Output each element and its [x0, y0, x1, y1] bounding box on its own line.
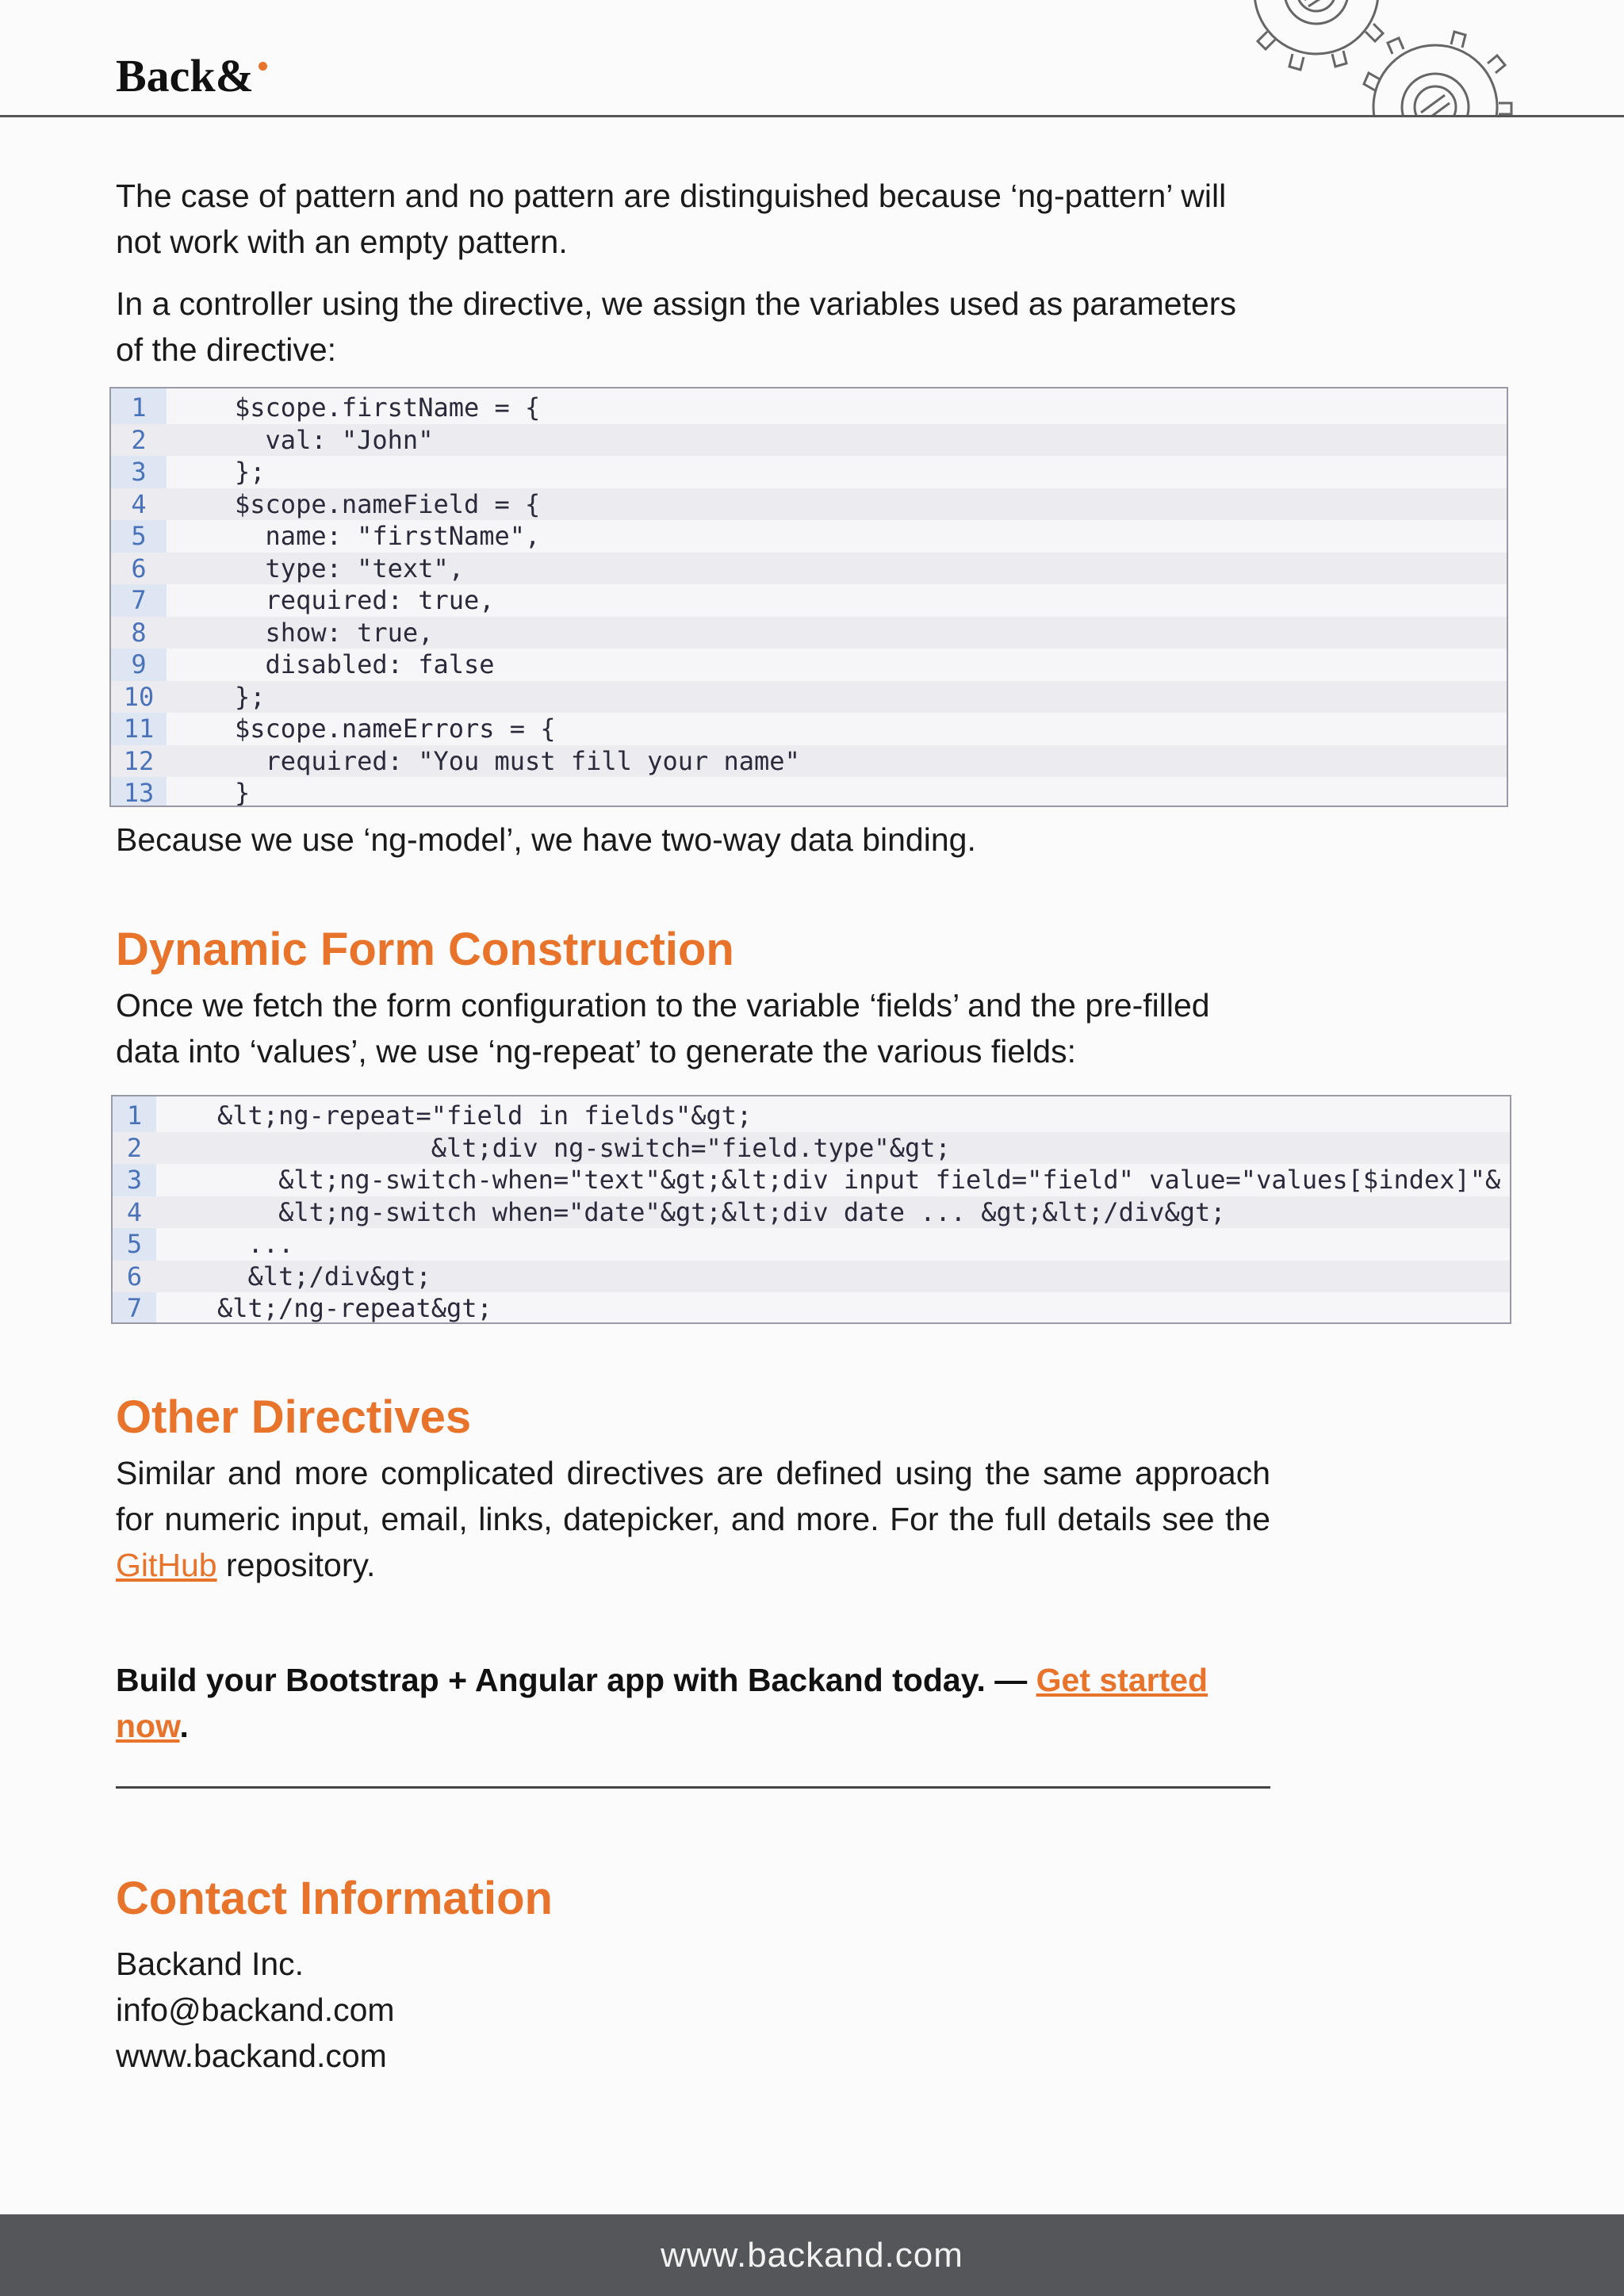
section-heading: Contact Information	[116, 1873, 553, 1924]
other-directives-section	[116, 1390, 1270, 1588]
line-number: 2	[126, 1132, 143, 1163]
code-text: required: true,	[235, 585, 495, 615]
code-text: &lt;ng-switch when="date"&gt;&lt;div date ... &gt;&lt;/div&gt;	[217, 1196, 1226, 1227]
code-text: $scope.firstName = {	[235, 392, 541, 423]
code-text: &lt;div ng-switch="field.type"&gt;	[217, 1132, 951, 1163]
line-number: 12	[123, 745, 155, 776]
code-line	[113, 1132, 1510, 1165]
line-number: 9	[131, 649, 147, 679]
section-heading: Other Directives	[116, 1391, 472, 1443]
header-divider	[0, 115, 1624, 117]
gears-icon	[1221, 0, 1522, 117]
code-text: disabled: false	[235, 649, 495, 679]
logo-accent-dot	[259, 62, 267, 71]
code-line	[113, 1164, 1510, 1196]
code-block-ng-repeat	[111, 1095, 1511, 1324]
code-text: &lt;/ng-repeat&gt;	[217, 1293, 492, 1323]
code-line	[113, 1228, 1510, 1261]
code-text: name: "firstName",	[235, 521, 541, 551]
cta-text: Build your Bootstrap + Angular app with Backand today. —	[116, 1662, 1036, 1698]
line-number: 11	[123, 714, 155, 744]
paragraph: Similar and more complicated directives are defined using the same approach for numeric input, email, links, datepicker, and more. For the full details see the GitHub repository.	[116, 1455, 1270, 1583]
contact-email: info@backand.com	[116, 1992, 395, 2028]
line-number: 7	[131, 585, 147, 615]
line-number: 5	[131, 521, 147, 551]
code-text: val: "John"	[235, 424, 434, 455]
contact-section	[116, 1871, 1270, 2079]
code-line	[111, 681, 1507, 714]
paragraph: Once we fetch the form configuration to the variable ‘fields’ and the pre-filled data into ‘values’, we use ‘ng-repeat’ to generate the various fields:	[116, 987, 1210, 1070]
backand-logo: Back&	[116, 50, 254, 101]
paragraph: Because we use ‘ng-model’, we have two-way data binding.	[116, 821, 976, 858]
call-to-action: Build your Bootstrap + Angular app with Backand today. — Get started now.	[116, 1662, 1208, 1744]
contact-website: www.backand.com	[116, 2038, 387, 2074]
section-heading: Dynamic Form Construction	[116, 924, 734, 975]
code-line	[113, 1292, 1510, 1324]
code-line	[111, 745, 1507, 778]
code-text: $scope.nameErrors = {	[235, 714, 556, 744]
line-number: 6	[131, 553, 147, 584]
code-text: };	[235, 457, 266, 487]
code-text: }	[235, 778, 251, 807]
code-line	[111, 649, 1507, 681]
line-number: 2	[131, 424, 147, 455]
code-text: &lt;ng-repeat="field in fields"&gt;	[217, 1100, 753, 1131]
code-text: ...	[217, 1229, 294, 1259]
line-number: 4	[131, 488, 147, 519]
code-line	[111, 713, 1507, 745]
code-text: show: true,	[235, 617, 434, 648]
code-line	[113, 1100, 1510, 1132]
line-number: 10	[123, 681, 155, 712]
get-started-link[interactable]: Get started now	[116, 1662, 1208, 1744]
footer-url: www.backand.com	[661, 2236, 963, 2275]
dynamic-form-section	[116, 922, 1270, 1074]
code-line	[111, 617, 1507, 649]
code-line	[111, 553, 1507, 585]
code-line	[113, 1196, 1510, 1229]
code-line	[111, 424, 1507, 457]
section-divider	[116, 1786, 1270, 1789]
line-number: 1	[131, 392, 147, 423]
line-number: 3	[131, 457, 147, 487]
code-text: type: "text",	[235, 553, 464, 584]
line-number: 4	[126, 1196, 143, 1227]
code-line	[111, 488, 1507, 521]
line-number: 8	[131, 617, 147, 648]
line-number: 5	[126, 1229, 143, 1259]
code-text: $scope.nameField = {	[235, 488, 541, 519]
line-number: 3	[126, 1165, 143, 1195]
github-link[interactable]: GitHub	[116, 1547, 217, 1583]
code-line	[113, 1261, 1510, 1293]
code-line	[111, 520, 1507, 553]
paragraph-block	[116, 817, 1270, 863]
code-text: };	[235, 681, 266, 712]
page-header	[0, 0, 1624, 117]
code-line	[111, 392, 1507, 424]
code-block-controller	[109, 387, 1508, 807]
line-number: 6	[126, 1261, 143, 1292]
code-text: &lt;/div&gt;	[217, 1261, 431, 1292]
code-line	[111, 777, 1507, 807]
code-text: required: "You must fill your name"	[235, 745, 800, 776]
contact-company: Backand Inc.	[116, 1946, 304, 1982]
code-text: &lt;ng-switch-when="text"&gt;&lt;div input field="field" value="values[$index]"&	[217, 1165, 1501, 1195]
intro-paragraphs	[116, 173, 1270, 373]
code-line	[111, 456, 1507, 488]
paragraph: In a controller using the directive, we assign the variables used as parameters of the directive:	[116, 285, 1236, 368]
line-number: 7	[126, 1293, 143, 1323]
line-number: 13	[123, 778, 155, 807]
code-line	[111, 584, 1507, 617]
line-number: 1	[126, 1100, 143, 1131]
paragraph: The case of pattern and no pattern are distinguished because ‘ng-pattern’ will not work with an empty pattern.	[116, 178, 1227, 260]
page-footer	[0, 2214, 1624, 2296]
